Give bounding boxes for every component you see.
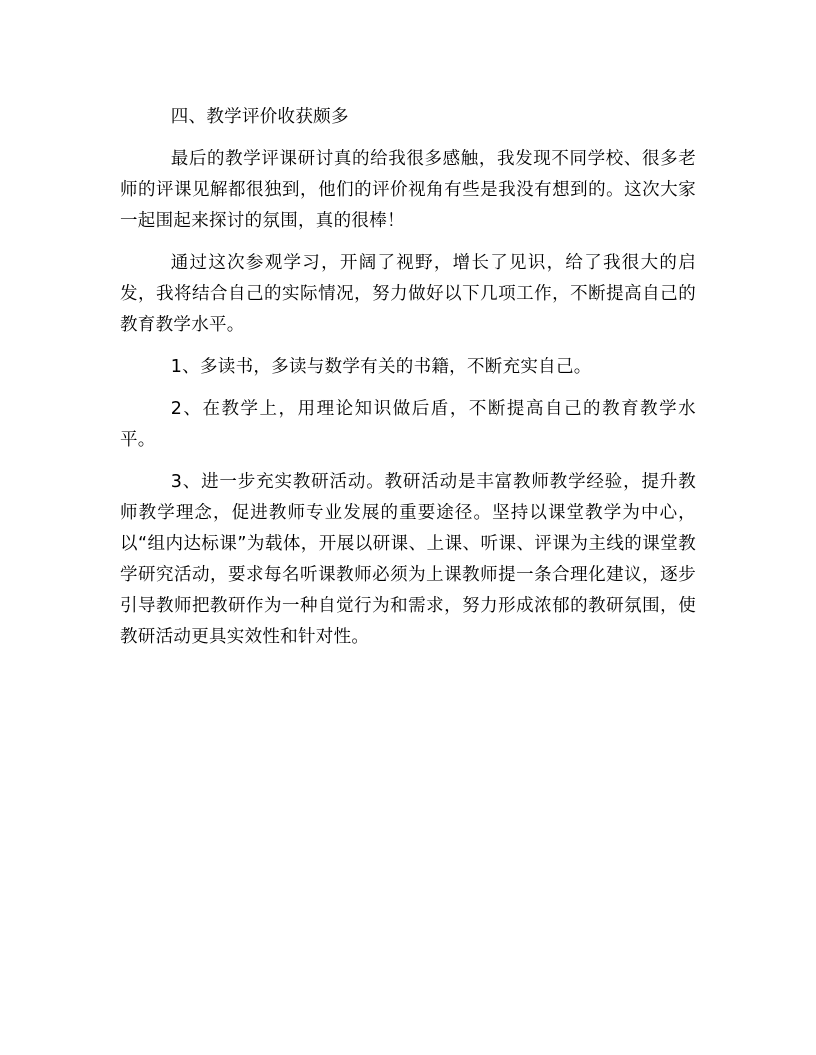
- list-item-reading: 1、多读书，多读与数学有关的书籍，不断充实自己。: [170, 357, 592, 377]
- list-item-theory: 2、在教学上，用理论知识做后盾，不断提高自己的教育教学水平。: [120, 399, 696, 450]
- paragraph-summary: 通过这次参观学习，开阔了视野，增长了见识，给了我很大的启发，我将结合自己的实际情况，努力做好以下几项工作，不断提高自己的教育教学水平。: [120, 253, 696, 335]
- paragraph-reflection: 最后的教学评课研讨真的给我很多感触，我发现不同学校、很多老师的评课见解都很独到，他们的评价视角有些是我没有想到的。这次大家一起围起来探讨的氛围，真的很棒！: [120, 149, 696, 231]
- document-body: [120, 102, 696, 664]
- list-item-research-activities: 3、进一步充实教研活动。教研活动是丰富教师教学经验，提升教师教学理念，促进教师专业发展的重要途径。坚持以课堂教学为中心，以“组内达标课”为载体，开展以研课、上课、听课、评课为主线的课堂教学研究活动，要求每名听课教师必须为上课教师提一条合理化建议，逐步引导教师把教研作为一种自觉行为和需求，努力形成浓郁的教研氛围，使教研活动更具实效性和针对性。: [120, 472, 696, 647]
- section-heading: 四、教学评价收获颇多: [170, 107, 349, 127]
